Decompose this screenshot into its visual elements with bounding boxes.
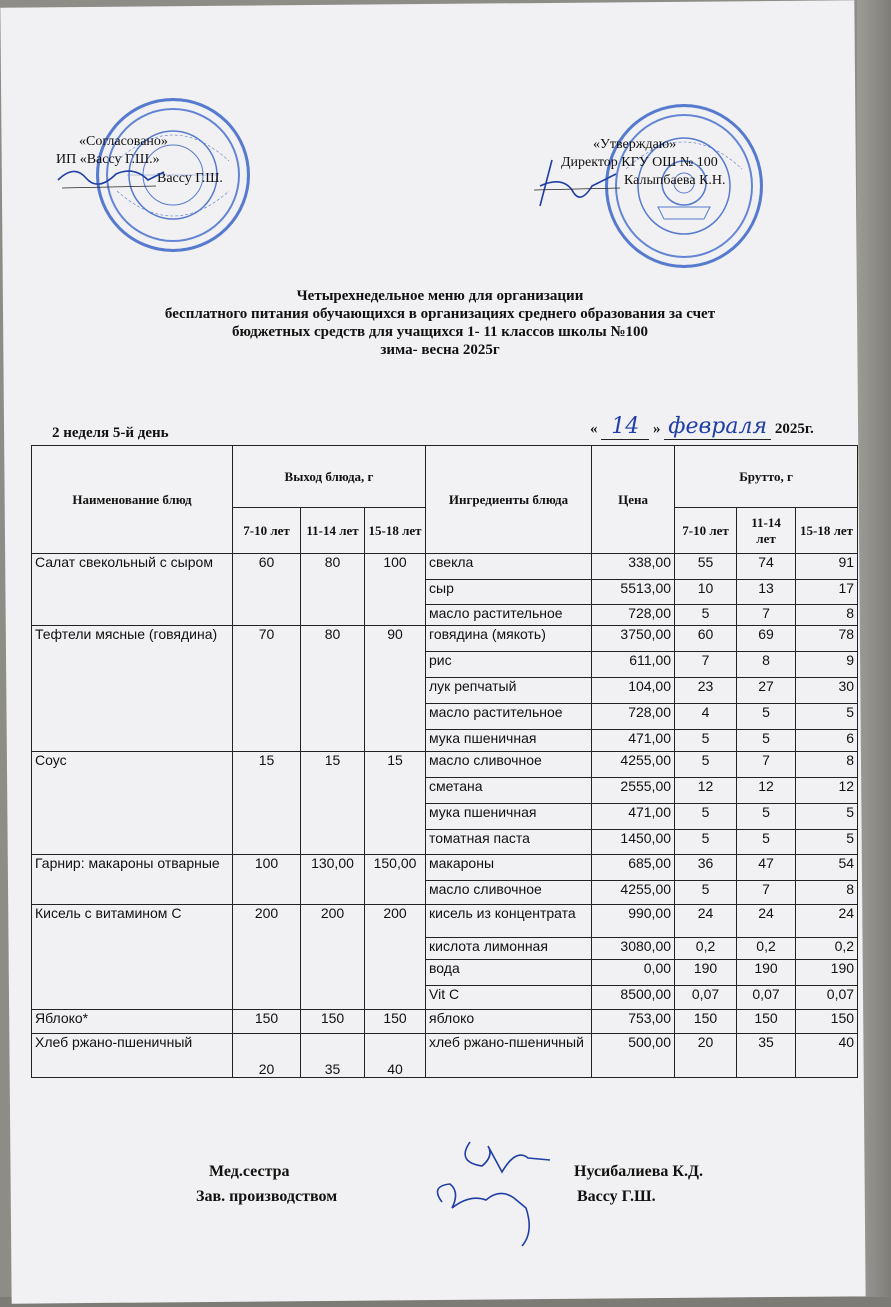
- ingredient-price-cell: 3080,00: [592, 938, 675, 960]
- ingredient-name-cell: мука пшеничная: [426, 804, 592, 830]
- header-yield: Выход блюда, г: [233, 446, 426, 508]
- gross-15-18-cell: 0,07: [796, 986, 858, 1010]
- gross-15-18-cell: 24: [796, 905, 858, 938]
- approval-left-name: Вассу Г.Ш.: [157, 171, 223, 186]
- yield-15-18-cell: 150: [365, 1010, 426, 1034]
- gross-11-14-cell: 5: [737, 830, 796, 855]
- left-signature-icon: [56, 160, 166, 192]
- gross-15-18-cell: 6: [796, 730, 858, 752]
- ingredient-name-cell: Vit C: [426, 986, 592, 1010]
- ingredient-price-cell: 4255,00: [592, 881, 675, 905]
- date-year: 2025г.: [774, 421, 814, 437]
- gross-11-14-cell: 7: [737, 605, 796, 626]
- gross-11-14-cell: 74: [737, 554, 796, 580]
- ingredient-name-cell: кисель из концентрата: [426, 905, 592, 938]
- ingredient-name-cell: масло сливочное: [426, 752, 592, 778]
- gross-15-18-cell: 17: [796, 580, 858, 605]
- gross-7-10-cell: 150: [675, 1010, 737, 1034]
- gross-15-18-cell: 8: [796, 881, 858, 905]
- header-price: Цена: [592, 446, 675, 554]
- document-date: [590, 414, 814, 439]
- table-row: [32, 855, 858, 881]
- ingredient-name-cell: яблоко: [426, 1010, 592, 1034]
- dish-name-cell: Гарнир: макароны отварные: [32, 855, 233, 905]
- approval-left-company: ИП «Вассу Г.Ш.»: [56, 152, 160, 167]
- dish-name-cell: Салат свекольный с сыром: [32, 554, 233, 626]
- ingredient-price-cell: 2555,00: [592, 778, 675, 804]
- ingredient-price-cell: 500,00: [592, 1034, 675, 1078]
- gross-7-10-cell: 7: [675, 652, 737, 678]
- gross-11-14-cell: 5: [737, 804, 796, 830]
- gross-7-10-cell: 12: [675, 778, 737, 804]
- yield-15-18-cell: 150,00: [365, 855, 426, 905]
- header-yield-age-15-18: 15-18 лет: [365, 508, 426, 554]
- yield-11-14-cell: 200: [301, 905, 365, 1010]
- ingredient-price-cell: 4255,00: [592, 752, 675, 778]
- gross-7-10-cell: 20: [675, 1034, 737, 1078]
- table-row: [32, 905, 858, 938]
- approval-right-title: «Утверждаю»: [593, 137, 677, 152]
- gross-7-10-cell: 23: [675, 678, 737, 704]
- yield-15-18-cell: 200: [365, 905, 426, 1010]
- gross-11-14-cell: 5: [737, 704, 796, 730]
- ingredient-name-cell: свекла: [426, 554, 592, 580]
- gross-15-18-cell: 5: [796, 830, 858, 855]
- gross-7-10-cell: 5: [675, 830, 737, 855]
- gross-11-14-cell: 69: [737, 626, 796, 652]
- yield-11-14-cell: 150: [301, 1010, 365, 1034]
- table-row: [32, 626, 858, 652]
- ingredient-name-cell: макароны: [426, 855, 592, 881]
- table-row: [32, 752, 858, 778]
- ingredient-price-cell: 990,00: [592, 905, 675, 938]
- ingredient-name-cell: сметана: [426, 778, 592, 804]
- yield-11-14-cell: 80: [301, 626, 365, 752]
- ingredient-name-cell: вода: [426, 960, 592, 986]
- dish-name-cell: Кисель с витамином С: [32, 905, 233, 1010]
- ingredient-name-cell: лук репчатый: [426, 678, 592, 704]
- table-row: [32, 1034, 858, 1078]
- gross-7-10-cell: 24: [675, 905, 737, 938]
- ingredient-price-cell: 471,00: [592, 804, 675, 830]
- ingredient-name-cell: томатная паста: [426, 830, 592, 855]
- gross-7-10-cell: 60: [675, 626, 737, 652]
- ingredient-name-cell: хлеб ржано-пшеничный: [426, 1034, 592, 1078]
- gross-15-18-cell: 5: [796, 704, 858, 730]
- yield-7-10-cell: 100: [233, 855, 301, 905]
- gross-11-14-cell: 35: [737, 1034, 796, 1078]
- header-gross-age-11-14: 11-14 лет: [737, 508, 796, 554]
- ingredient-name-cell: масло растительное: [426, 704, 592, 730]
- gross-15-18-cell: 0,2: [796, 938, 858, 960]
- gross-7-10-cell: 5: [675, 730, 737, 752]
- gross-15-18-cell: 8: [796, 605, 858, 626]
- gross-11-14-cell: 0,2: [737, 938, 796, 960]
- yield-11-14-cell: 35: [301, 1034, 365, 1078]
- footer-role-production: Зав. производством: [196, 1188, 338, 1205]
- gross-11-14-cell: 47: [737, 855, 796, 881]
- ingredient-name-cell: масло сливочное: [426, 881, 592, 905]
- ingredient-price-cell: 1450,00: [592, 830, 675, 855]
- gross-7-10-cell: 5: [675, 881, 737, 905]
- dish-name-cell: Тефтели мясные (говядина): [32, 626, 233, 752]
- date-open-quote: «: [590, 421, 598, 437]
- gross-15-18-cell: 54: [796, 855, 858, 881]
- gross-11-14-cell: 150: [737, 1010, 796, 1034]
- yield-15-18-cell: 15: [365, 752, 426, 855]
- table-row: [32, 554, 858, 580]
- gross-15-18-cell: 190: [796, 960, 858, 986]
- gross-15-18-cell: 40: [796, 1034, 858, 1078]
- header-gross-age-15-18: 15-18 лет: [796, 508, 858, 554]
- menu-table: [31, 445, 858, 1078]
- gross-11-14-cell: 190: [737, 960, 796, 986]
- gross-7-10-cell: 36: [675, 855, 737, 881]
- gross-11-14-cell: 7: [737, 881, 796, 905]
- document-title: [40, 287, 840, 359]
- header-yield-age-11-14: 11-14 лет: [301, 508, 365, 554]
- gross-7-10-cell: 5: [675, 752, 737, 778]
- header-gross: Брутто, г: [675, 446, 858, 508]
- dish-name-cell: Яблоко*: [32, 1010, 233, 1034]
- header-ingredients: Ингредиенты блюда: [426, 446, 592, 554]
- header-dish-name: Наименование блюд: [32, 446, 233, 554]
- date-close-quote: »: [653, 421, 661, 437]
- gross-15-18-cell: 150: [796, 1010, 858, 1034]
- ingredient-price-cell: 338,00: [592, 554, 675, 580]
- footer-role-nurse: Мед.сестра: [209, 1163, 290, 1180]
- date-month: февраля: [664, 414, 771, 440]
- menu-table-body: [32, 554, 858, 1078]
- title-line-3: бюджетных средств для учащихся 1- 11 классов школы №100: [231, 324, 649, 340]
- gross-7-10-cell: 5: [675, 605, 737, 626]
- yield-11-14-cell: 80: [301, 554, 365, 626]
- ingredient-name-cell: кислота лимонная: [426, 938, 592, 960]
- gross-11-14-cell: 8: [737, 652, 796, 678]
- footer-name-production: Вассу Г.Ш.: [577, 1188, 656, 1205]
- gross-15-18-cell: 5: [796, 804, 858, 830]
- yield-11-14-cell: 130,00: [301, 855, 365, 905]
- gross-15-18-cell: 12: [796, 778, 858, 804]
- date-day: 14: [601, 414, 649, 440]
- ingredient-price-cell: 104,00: [592, 678, 675, 704]
- ingredient-price-cell: 685,00: [592, 855, 675, 881]
- yield-15-18-cell: 90: [365, 626, 426, 752]
- ingredient-price-cell: 611,00: [592, 652, 675, 678]
- gross-15-18-cell: 8: [796, 752, 858, 778]
- gross-11-14-cell: 5: [737, 730, 796, 752]
- yield-15-18-cell: 40: [365, 1034, 426, 1078]
- gross-11-14-cell: 27: [737, 678, 796, 704]
- gross-7-10-cell: 0,2: [675, 938, 737, 960]
- gross-11-14-cell: 13: [737, 580, 796, 605]
- ingredient-price-cell: 728,00: [592, 605, 675, 626]
- gross-15-18-cell: 30: [796, 678, 858, 704]
- gross-11-14-cell: 24: [737, 905, 796, 938]
- footer-signatures-icon: [430, 1132, 570, 1252]
- gross-7-10-cell: 190: [675, 960, 737, 986]
- ingredient-name-cell: говядина (мякоть): [426, 626, 592, 652]
- header-gross-age-7-10: 7-10 лет: [675, 508, 737, 554]
- title-line-2: бесплатного питания обучающихся в организациях среднего образования за счет: [164, 306, 716, 322]
- ingredient-name-cell: мука пшеничная: [426, 730, 592, 752]
- title-line-1: Четырехнедельное меню для организации: [296, 288, 584, 304]
- gross-15-18-cell: 91: [796, 554, 858, 580]
- ingredient-name-cell: рис: [426, 652, 592, 678]
- ingredient-price-cell: 471,00: [592, 730, 675, 752]
- ingredient-price-cell: 8500,00: [592, 986, 675, 1010]
- ingredient-price-cell: 3750,00: [592, 626, 675, 652]
- yield-7-10-cell: 20: [233, 1034, 301, 1078]
- right-signature-icon: [532, 146, 622, 222]
- title-line-4: зима- весна 2025г: [380, 342, 500, 358]
- ingredient-price-cell: 753,00: [592, 1010, 675, 1034]
- gross-11-14-cell: 7: [737, 752, 796, 778]
- ingredient-name-cell: сыр: [426, 580, 592, 605]
- gross-11-14-cell: 12: [737, 778, 796, 804]
- gross-7-10-cell: 4: [675, 704, 737, 730]
- dish-name-cell: Хлеб ржано-пшеничный: [32, 1034, 233, 1078]
- ingredient-price-cell: 728,00: [592, 704, 675, 730]
- gross-15-18-cell: 9: [796, 652, 858, 678]
- yield-11-14-cell: 15: [301, 752, 365, 855]
- yield-7-10-cell: 200: [233, 905, 301, 1010]
- yield-15-18-cell: 100: [365, 554, 426, 626]
- header-yield-age-7-10: 7-10 лет: [233, 508, 301, 554]
- gross-7-10-cell: 5: [675, 804, 737, 830]
- table-row: [32, 1010, 858, 1034]
- yield-7-10-cell: 150: [233, 1010, 301, 1034]
- approval-right-position: Директор КГУ ОШ № 100: [561, 155, 718, 170]
- yield-7-10-cell: 15: [233, 752, 301, 855]
- gross-15-18-cell: 78: [796, 626, 858, 652]
- yield-7-10-cell: 70: [233, 626, 301, 752]
- ingredient-name-cell: масло растительное: [426, 605, 592, 626]
- gross-11-14-cell: 0,07: [737, 986, 796, 1010]
- gross-7-10-cell: 10: [675, 580, 737, 605]
- gross-7-10-cell: 55: [675, 554, 737, 580]
- dish-name-cell: Соус: [32, 752, 233, 855]
- ingredient-price-cell: 0,00: [592, 960, 675, 986]
- ingredient-price-cell: 5513,00: [592, 580, 675, 605]
- footer-name-nurse: Нусибалиева К.Д.: [574, 1163, 703, 1180]
- approval-left-title: «Согласовано»: [79, 134, 168, 149]
- gross-7-10-cell: 0,07: [675, 986, 737, 1010]
- yield-7-10-cell: 60: [233, 554, 301, 626]
- week-day-label: 2 неделя 5-й день: [52, 425, 169, 441]
- approval-right-name: Калыпбаева К.Н.: [624, 173, 726, 188]
